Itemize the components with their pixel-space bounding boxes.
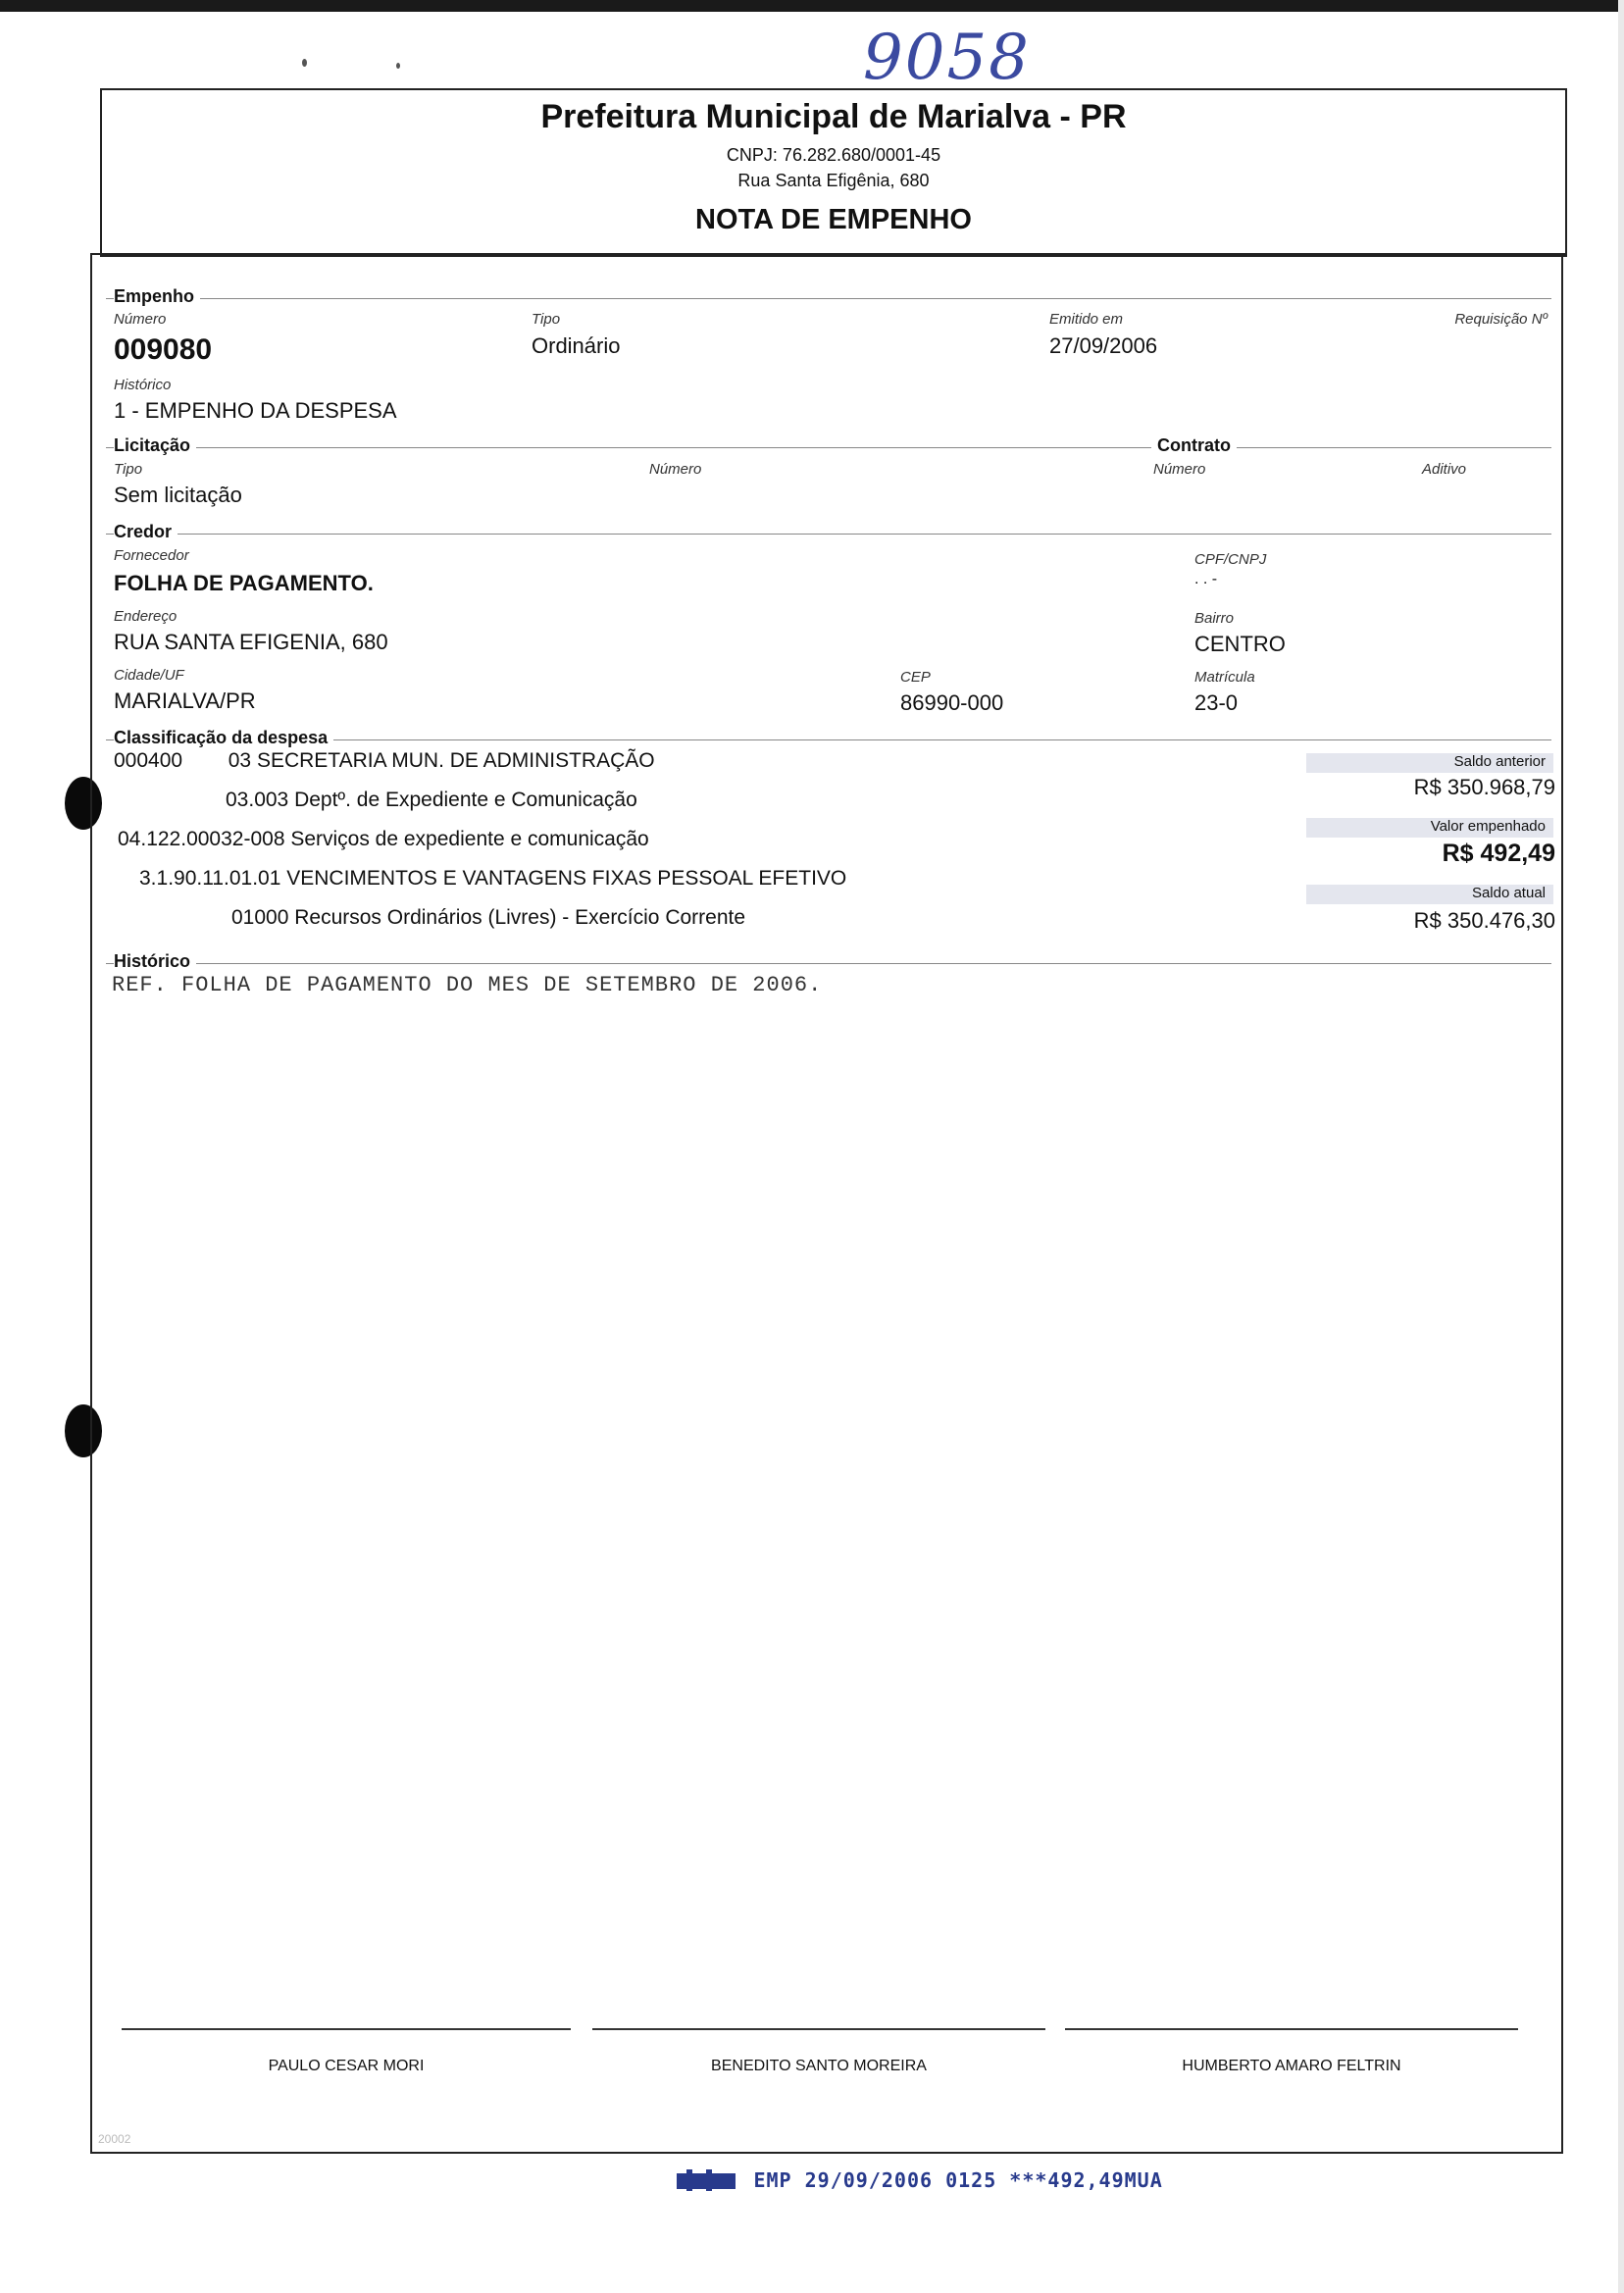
matricula-value: 23-0 <box>1194 690 1239 715</box>
section-contrato: Contrato <box>1151 435 1237 456</box>
empenho-tipo-label: Tipo <box>532 311 561 328</box>
scan-speck <box>302 59 307 67</box>
endereco-value: RUA SANTA EFIGENIA, 680 <box>114 630 388 654</box>
section-classificacao: Classificação da despesa <box>114 728 333 748</box>
bairro-value: CENTRO <box>1194 632 1286 656</box>
fornecedor-name: FOLHA DE PAGAMENTO. <box>114 571 374 595</box>
scan-speck <box>396 63 400 69</box>
document-body <box>90 253 1563 2154</box>
signature-name: BENEDITO SANTO MOREIRA <box>711 2058 927 2074</box>
cep-value: 86990-000 <box>900 690 1004 715</box>
saldo-anterior-value: R$ 350.968,79 <box>1413 775 1555 799</box>
document-header <box>100 88 1567 257</box>
licitacao-tipo-label: Tipo <box>114 461 143 478</box>
empenho-historico: 1 - EMPENHO DA DESPESA <box>114 398 397 423</box>
saldo-anterior-band <box>1306 753 1553 773</box>
fornecedor-label: Fornecedor <box>114 547 189 564</box>
cpf-value: . . - <box>1194 571 1218 587</box>
organization-address: Rua Santa Efigênia, 680 <box>737 171 930 190</box>
scan-edge-top <box>0 0 1624 12</box>
classificacao-line: 3.1.90.11.01.01 VENCIMENTOS E VANTAGENS FIXAS PESSOAL EFETIVO <box>139 867 847 890</box>
organization-name: Prefeitura Municipal de Marialva - PR <box>540 98 1127 135</box>
saldo-atual-value: R$ 350.476,30 <box>1413 908 1555 933</box>
valor-empenhado-value: R$ 492,49 <box>1442 840 1555 867</box>
classificacao-line: 03.003 Deptº. de Expediente e Comunicação <box>226 789 637 811</box>
signature-line <box>122 2028 571 2030</box>
stamp-logo-icon <box>677 2167 737 2193</box>
organization-cnpj: CNPJ: 76.282.680/0001-45 <box>726 145 941 165</box>
corner-mark: 20002 <box>98 2132 131 2146</box>
bairro-label: Bairro <box>1194 610 1235 627</box>
handwritten-page-number: 9058 <box>863 22 1031 94</box>
section-rule <box>106 963 1551 964</box>
section-rule <box>106 534 1551 535</box>
empenho-tipo: Ordinário <box>532 333 621 358</box>
requisicao-label: Requisição Nº <box>1454 311 1548 328</box>
matricula-label: Matrícula <box>1194 669 1255 686</box>
licitacao-tipo: Sem licitação <box>114 483 242 507</box>
empenho-numero: 009080 <box>114 333 213 366</box>
signature-name: HUMBERTO AMARO FELTRIN <box>1182 2058 1401 2074</box>
classificacao-line: 01000 Recursos Ordinários (Livres) - Exercício Corrente <box>231 906 746 929</box>
historico-text: REF. FOLHA DE PAGAMENTO DO MES DE SETEMBRO DE 2006. <box>112 973 823 997</box>
section-rule <box>106 447 1551 448</box>
emitido-date: 27/09/2006 <box>1049 333 1158 358</box>
section-rule <box>106 298 1551 299</box>
signature-line <box>1065 2028 1518 2030</box>
classificacao-line: 000400 03 SECRETARIA MUN. DE ADMINISTRAÇÃO <box>114 749 655 772</box>
cpf-label: CPF/CNPJ <box>1194 551 1267 568</box>
licitacao-numero-label: Número <box>649 461 702 478</box>
saldo-atual-band <box>1306 885 1553 904</box>
saldo-anterior-label: Saldo anterior <box>1453 753 1546 770</box>
stamp-text: EMP 29/09/2006 0125 ***492,49MUA <box>753 2168 1163 2192</box>
cidade-value: MARIALVA/PR <box>114 688 256 713</box>
section-empenho: Empenho <box>114 286 200 307</box>
document-title: NOTA DE EMPENHO <box>695 204 972 235</box>
section-historico: Histórico <box>114 951 196 972</box>
section-credor: Credor <box>114 522 178 542</box>
contrato-numero-label: Número <box>1153 461 1206 478</box>
emitido-label: Emitido em <box>1049 311 1124 328</box>
authentication-stamp <box>677 2167 1163 2193</box>
empenho-historico-label: Histórico <box>114 377 172 393</box>
saldo-atual-label: Saldo atual <box>1471 885 1546 901</box>
endereco-label: Endereço <box>114 608 178 625</box>
contrato-aditivo-label: Aditivo <box>1422 461 1467 478</box>
valor-empenhado-band <box>1306 818 1553 838</box>
scan-edge-right <box>1618 0 1624 2293</box>
section-licitacao: Licitação <box>114 435 196 456</box>
signature-name: PAULO CESAR MORI <box>268 2058 425 2074</box>
classificacao-line: 04.122.00032-008 Serviços de expediente e comunicação <box>118 828 649 850</box>
empenho-numero-label: Número <box>114 311 167 328</box>
valor-empenhado-label: Valor empenhado <box>1430 818 1546 835</box>
signature-line <box>592 2028 1045 2030</box>
cidade-label: Cidade/UF <box>114 667 184 684</box>
cep-label: CEP <box>900 669 931 686</box>
